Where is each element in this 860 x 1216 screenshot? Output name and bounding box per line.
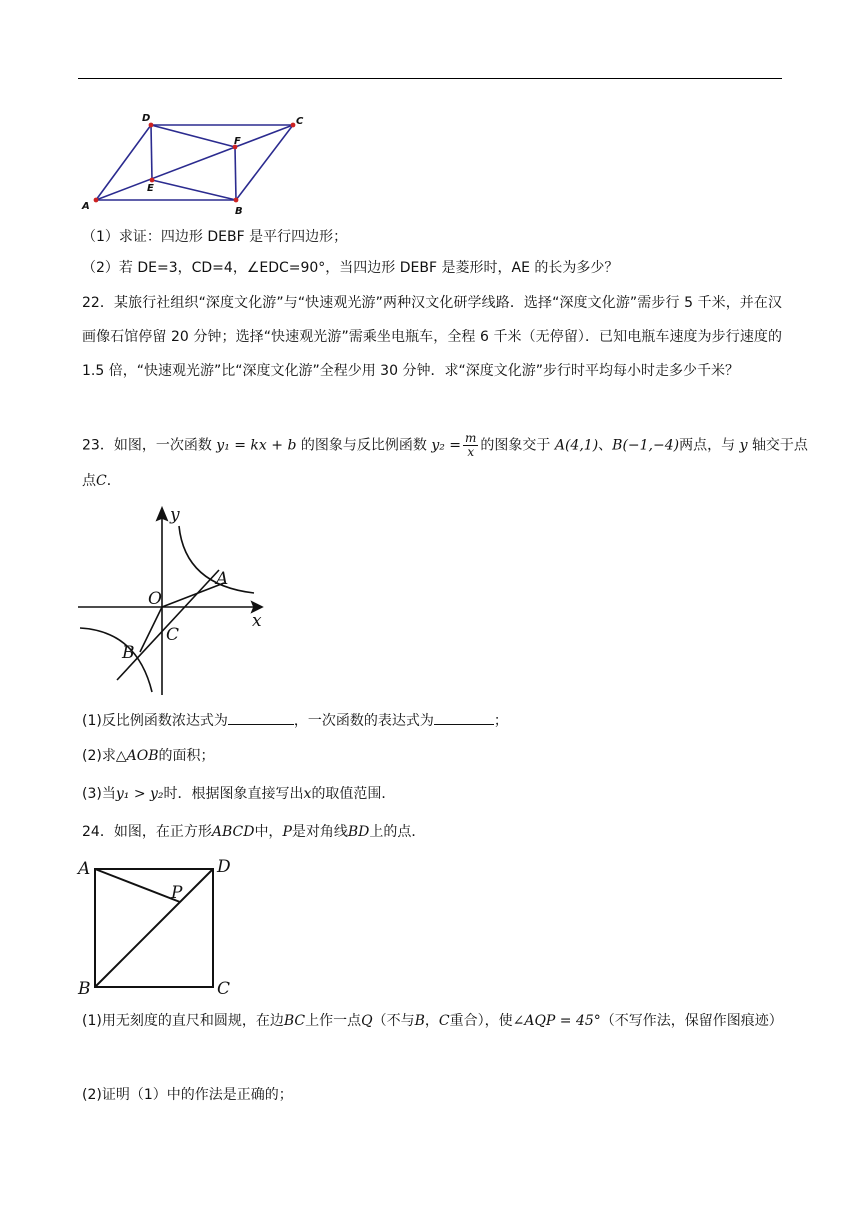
- q23-point-C: C: [96, 473, 107, 489]
- point-C-label: C: [166, 625, 180, 645]
- q23-inverse-eq: y₂ =: [431, 437, 462, 454]
- header-rule: [78, 78, 782, 79]
- q24-C: C: [438, 1013, 450, 1029]
- q23-linear-eq: y₁ = kx + b: [216, 437, 297, 454]
- q23-intro-line2: 点C．: [82, 473, 121, 489]
- q24-square-name: ABCD: [211, 824, 255, 840]
- q24-point-P: P: [282, 824, 292, 840]
- q23-separator: 、: [598, 437, 613, 454]
- label-E: E: [147, 183, 154, 194]
- q24-p1-text-b: 上作一点: [305, 1013, 362, 1029]
- q24-B: B: [414, 1013, 425, 1029]
- q21-part1: （1）求证：四边形 DEBF 是平行四边形；: [82, 229, 348, 245]
- q23-p1-text-c: ；: [493, 713, 508, 729]
- q23-period: ．: [106, 473, 121, 489]
- q23-text-3: 的图象交于: [480, 437, 551, 454]
- q23-y-var: y: [739, 437, 748, 454]
- q24-text-4: 上的点．: [369, 824, 426, 840]
- q24-p1-text-a: (1)用无刻度的直尺和圆规，在边: [82, 1013, 284, 1029]
- point-A-label: A: [216, 569, 229, 589]
- q24-point-Q: Q: [361, 1013, 373, 1029]
- q23-part1: [82, 710, 508, 730]
- q23-p3-text-c: 的取值范围．: [311, 786, 396, 802]
- q24-comma: ，: [424, 1013, 439, 1029]
- q24-side-BC: BC: [283, 1013, 306, 1029]
- square-label-B: B: [78, 979, 91, 999]
- q23-triangle: △AOB: [115, 748, 159, 764]
- q23-text-4: 两点，与: [679, 437, 736, 454]
- q23-number: 23．: [82, 437, 114, 454]
- label-D: D: [142, 113, 151, 124]
- q23-part3: [82, 785, 395, 803]
- q24-p1-text-c: （不与: [372, 1013, 415, 1029]
- point-B-label: B: [122, 643, 135, 663]
- q23-part2: [82, 747, 215, 765]
- function-graph-figure: [72, 500, 282, 700]
- square-figure: [74, 852, 244, 1002]
- q24-number: 24．: [82, 824, 114, 840]
- q23-point-A: A(4,1): [554, 437, 599, 454]
- label-C: C: [296, 116, 304, 127]
- q23-p1-text-b: ，一次函数的表达式为: [293, 713, 434, 729]
- q23-intro-line1: [82, 432, 808, 459]
- label-F: F: [234, 136, 241, 147]
- q24-intro: [82, 823, 425, 841]
- q23-p1-text-a: (1)反比例函数浓达式为: [82, 713, 228, 729]
- q23-p2-text-a: (2)求: [82, 748, 116, 764]
- label-B: B: [235, 206, 243, 217]
- q24-text-2: 中，: [254, 824, 283, 840]
- q24-part2: (2)证明（1）中的作法是正确的；: [82, 1087, 293, 1103]
- q23-fraction: [463, 432, 478, 459]
- label-A: A: [82, 201, 90, 212]
- q23-p2-text-b: 的面积；: [158, 748, 215, 764]
- fraction-denominator: x: [467, 445, 475, 459]
- q23-inequality: y₁ > y₂: [115, 786, 164, 802]
- q24-part1-line1: [82, 1012, 783, 1039]
- origin-label: O: [148, 589, 162, 609]
- square-label-A: A: [78, 859, 91, 879]
- q22-number: 22．: [82, 295, 115, 311]
- q23-p3-text-a: (3)当: [82, 786, 116, 802]
- q23-text-1: 如图，一次函数: [113, 437, 212, 454]
- square-label-D: D: [217, 857, 231, 877]
- q24-angle: ∠AQP = 45°: [512, 1013, 601, 1029]
- q24-text-1: 如图，在正方形: [113, 824, 212, 840]
- q24-text-3: 是对角线: [291, 824, 348, 840]
- q21-part2: （2）若 DE=3，CD=4，∠EDC=90°，当四边形 DEBF 是菱形时，AE 的长为多少？: [82, 260, 619, 276]
- q23-x-var: x: [303, 786, 312, 802]
- answer-blank-1[interactable]: [228, 710, 294, 725]
- axis-x-label: x: [252, 611, 262, 631]
- q23-text-2: 的图象与反比例函数: [300, 437, 427, 454]
- q24-p1-text-d: 重合），使: [449, 1013, 513, 1029]
- q22-body: 某旅行社组织“深度文化游”与“快速观光游”两种汉文化研学线路．选择“深度文化游”需步行 5 千米，并在汉画像石馆停留 20 分钟；选择“快速观光游”需乘坐电瓶车，全程 6 千米（无停留）．已知电瓶车速度为步行速度的 1.5 倍，“快速观光游”比“深度文化游”全程少用 30 分钟．求“深度文化游”步行时平均每小时走多少千米？: [82, 295, 782, 379]
- q22-text: [82, 286, 782, 388]
- square-label-P: P: [171, 883, 183, 903]
- q23-p3-text-b: 时．根据图象直接写出: [163, 786, 304, 802]
- parallelogram-figure: [78, 108, 318, 218]
- q23-point-B: B(−1,−4): [612, 437, 680, 454]
- square-label-C: C: [217, 979, 231, 999]
- q23-text-5: 轴交于点: [751, 437, 808, 454]
- q24-diagonal: BD: [347, 824, 370, 840]
- fraction-numerator: m: [465, 431, 477, 445]
- answer-blank-2[interactable]: [434, 710, 494, 725]
- axis-y-label: y: [170, 505, 180, 525]
- q24-p1-text-e: （不写作法，保留作图痕迹）: [600, 1013, 783, 1029]
